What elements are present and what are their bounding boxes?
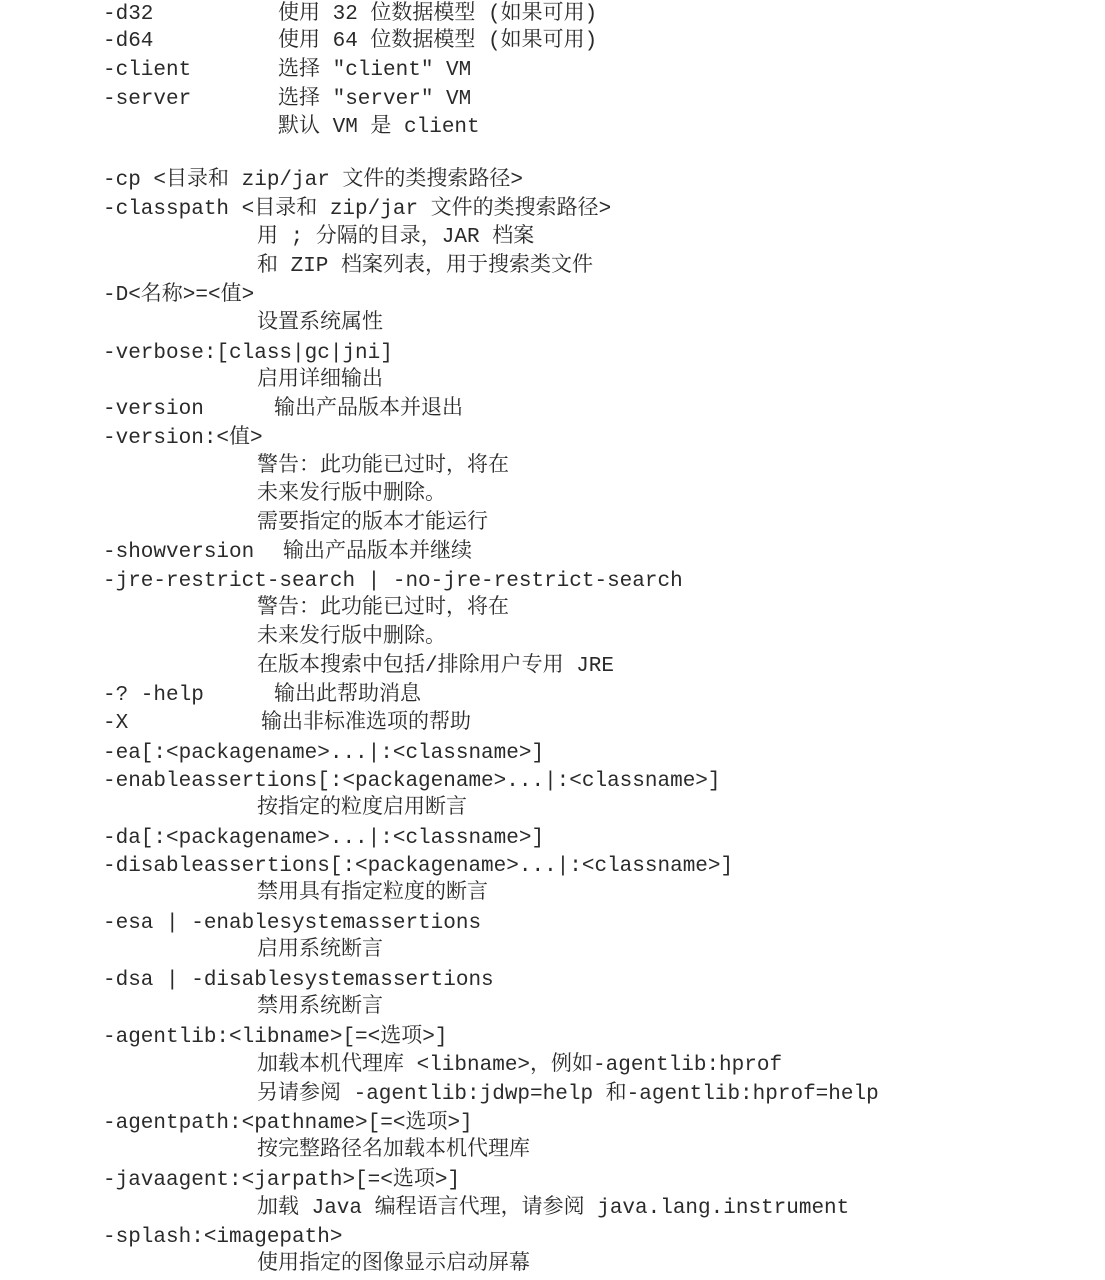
option-description: 未来发行版中删除。 <box>257 483 446 506</box>
option-description: 输出产品版本并退出 <box>274 398 463 421</box>
option-description: 使用 64 位数据模型 (如果可用) <box>278 30 598 53</box>
option-name: -enableassertions[:<packagename>...|:<classname>] <box>103 770 721 793</box>
option-description: 选择 "server" VM <box>278 88 472 111</box>
option-description: 输出非标准选项的帮助 <box>261 712 471 735</box>
option-description: 输出此帮助消息 <box>274 684 421 707</box>
option-name: -da[:<packagename>...|:<classname>] <box>103 827 545 850</box>
option-name: -? -help <box>103 684 204 707</box>
option-description: 警告：此功能已过时，将在 <box>257 597 509 620</box>
option-description: 选择 "client" VM <box>278 59 472 82</box>
option-name: -classpath <目录和 zip/jar 文件的类搜索路径> <box>103 198 612 221</box>
option-description: 设置系统属性 <box>257 312 383 335</box>
option-description: 和 ZIP 档案列表，用于搜索类文件 <box>257 255 594 278</box>
option-name: -showversion <box>103 541 255 564</box>
option-description: 禁用系统断言 <box>257 996 383 1019</box>
option-name: -jre-restrict-search | -no-jre-restrict-search <box>103 570 683 593</box>
option-description: 加载本机代理库 <libname>，例如-agentlib:hprof <box>257 1054 783 1077</box>
option-description: 输出产品版本并继续 <box>283 541 472 564</box>
option-description: 用 ; 分隔的目录，JAR 档案 <box>257 226 535 249</box>
option-name: -esa | -enablesystemassertions <box>103 912 482 935</box>
option-name: -X <box>103 712 129 735</box>
option-description: 按完整路径名加载本机代理库 <box>257 1139 530 1162</box>
option-name: -cp <目录和 zip/jar 文件的类搜索路径> <box>103 169 524 192</box>
option-name: -version <box>103 398 204 421</box>
option-description: 警告：此功能已过时，将在 <box>257 455 509 478</box>
option-name: -client <box>103 59 192 82</box>
option-description: 启用系统断言 <box>257 939 383 962</box>
option-name: -D<名称>=<值> <box>103 284 255 307</box>
option-name: -splash:<imagepath> <box>103 1226 343 1249</box>
option-name: -d64 <box>103 30 154 53</box>
option-description: 在版本搜索中包括/排除用户专用 JRE <box>257 655 615 678</box>
option-description: 启用详细输出 <box>257 369 383 392</box>
option-name: -javaagent:<jarpath>[=<选项>] <box>103 1169 461 1192</box>
option-name: -agentlib:<libname>[=<选项>] <box>103 1026 448 1049</box>
option-description: 默认 VM 是 client <box>278 116 480 139</box>
option-description: 使用 32 位数据模型 (如果可用) <box>278 3 598 26</box>
option-description: 加载 Java 编程语言代理，请参阅 java.lang.instrument <box>257 1197 850 1220</box>
option-description: 需要指定的版本才能运行 <box>257 512 488 535</box>
option-description: 未来发行版中删除。 <box>257 626 446 649</box>
option-name: -version:<值> <box>103 427 263 450</box>
option-description: 禁用具有指定粒度的断言 <box>257 882 488 905</box>
option-description: 按指定的粒度启用断言 <box>257 797 467 820</box>
option-name: -ea[:<packagename>...|:<classname>] <box>103 742 545 765</box>
option-description: 使用指定的图像显示启动屏幕 <box>257 1253 530 1276</box>
option-name: -server <box>103 88 192 111</box>
option-name: -disableassertions[:<packagename>...|:<classname>] <box>103 855 734 878</box>
option-name: -d32 <box>103 3 154 26</box>
option-name: -verbose:[class|gc|jni] <box>103 342 393 365</box>
option-description: 另请参阅 -agentlib:jdwp=help 和-agentlib:hprof=help <box>257 1083 879 1106</box>
option-name: -dsa | -disablesystemassertions <box>103 969 494 992</box>
option-name: -agentpath:<pathname>[=<选项>] <box>103 1112 473 1135</box>
